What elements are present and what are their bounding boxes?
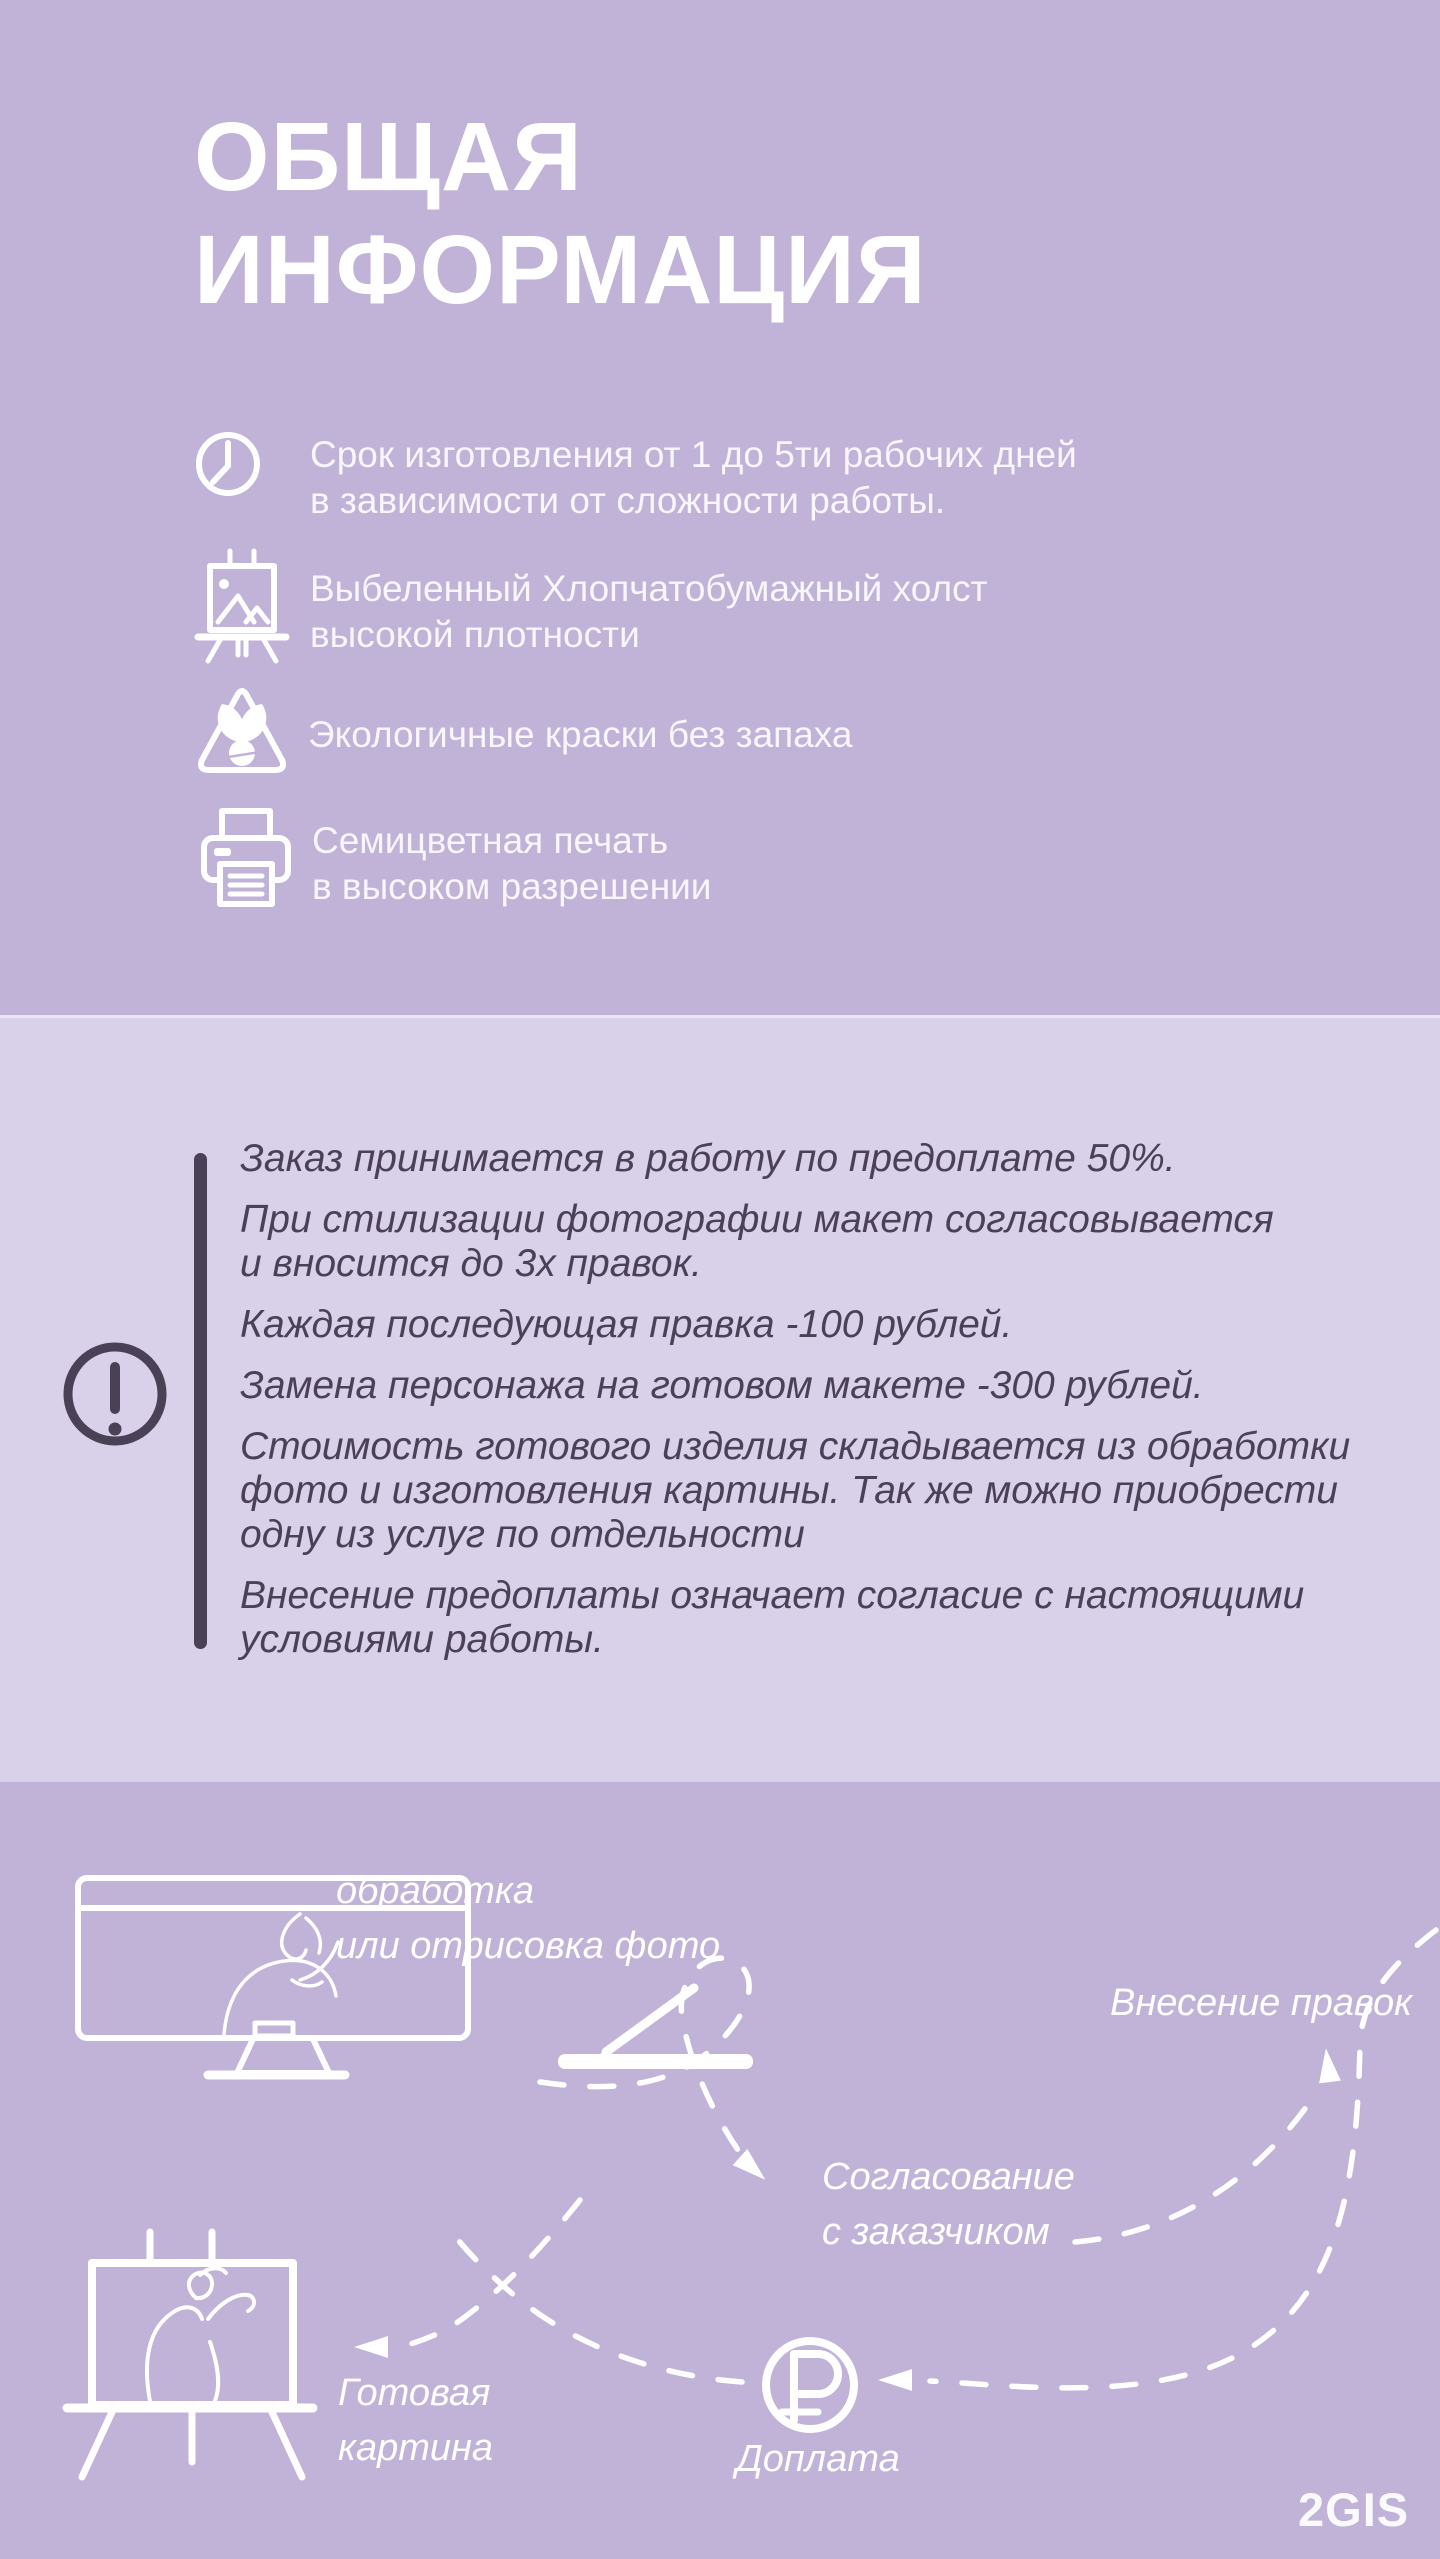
- exclamation-circle-icon: [58, 1337, 172, 1451]
- arrow-to-approval: [733, 2149, 773, 2188]
- curve-surcharge-to-final: [444, 2222, 742, 2382]
- feature-line: Экологичные краски без запаха: [308, 714, 853, 755]
- feature-text: [312, 818, 1212, 910]
- terms-paragraph: [240, 1364, 1390, 1408]
- feature-line: высокой плотности: [310, 614, 640, 655]
- easel-canvas-icon: [194, 548, 290, 664]
- arrow-to-surcharge: [878, 2369, 912, 2391]
- step-label-line: Готовая: [338, 2372, 491, 2414]
- arrow-to-final: [354, 2336, 388, 2358]
- clock-icon: [194, 430, 262, 498]
- feature-line: в зависимости от сложности работы.: [310, 480, 946, 521]
- printer-icon: [196, 806, 296, 910]
- terms-line: При стилизации фотографии макет согласовывается: [240, 1198, 1274, 1241]
- terms-line: одну из услуг по отдельности: [240, 1513, 805, 1556]
- feature-line: в высоком разрешении: [312, 866, 712, 907]
- 2gis-logo: 2GIS: [1298, 2483, 1410, 2536]
- step-label-revisions: [1110, 1976, 1412, 2031]
- arrow-to-revisions: [1315, 2047, 1341, 2083]
- step-label-surcharge: [736, 2432, 900, 2487]
- page-title: [194, 100, 927, 326]
- page-title-line1: ОБЩАЯ: [194, 102, 583, 211]
- feature-text: [308, 712, 1208, 758]
- terms-line: Заказ принимается в работу по предоплате 50%.: [240, 1137, 1176, 1180]
- terms-paragraph: [240, 1425, 1390, 1557]
- terms-line: Внесение предоплаты означает согласие с настоящими: [240, 1574, 1305, 1617]
- step-label-line: с заказчиком: [822, 2211, 1050, 2253]
- terms-line: Замена персонажа на готовом макете -300 рублей.: [240, 1364, 1204, 1407]
- terms-paragraph: [240, 1574, 1390, 1662]
- terms-paragraph: [240, 1137, 1390, 1181]
- step-label-line: картина: [338, 2427, 494, 2469]
- step-label-line: Внесение правок: [1110, 1982, 1413, 2024]
- curve-approval-to-revisions: [1075, 2090, 1318, 2242]
- terms-text: [240, 1137, 1390, 1679]
- feature-line: Семицветная печать: [312, 820, 669, 861]
- step-label-final-painting: [338, 2366, 493, 2476]
- terms-line: условиями работы.: [240, 1618, 604, 1661]
- step-label-client-approval: [822, 2150, 1075, 2260]
- feature-line: Выбеленный Хлопчатобумажный холст: [310, 568, 988, 609]
- ruble-circle-icon: [766, 2341, 854, 2429]
- terms-line: фото и изготовления картины. Так же можно приобрести: [240, 1469, 1338, 1512]
- feature-line: Срок изготовления от 1 до 5ти рабочих дней: [310, 434, 1077, 475]
- terms-paragraph: [240, 1198, 1390, 1286]
- general-info-section: [0, 0, 1440, 1015]
- step-label-line: или отрисовка фото: [336, 1925, 721, 1967]
- easel-painting-icon: [67, 2232, 313, 2477]
- terms-paragraph: [240, 1303, 1390, 1347]
- terms-line: Стоимость готового изделия складывается из обработки: [240, 1425, 1351, 1468]
- feature-text: [310, 432, 1210, 524]
- process-flow-section: [0, 1782, 1440, 2559]
- step-label-photo-processing: [336, 1864, 720, 1974]
- stylus-icon: [558, 1988, 753, 2069]
- feature-text: [310, 566, 1210, 658]
- terms-line: Каждая последующая правка -100 рублей.: [240, 1303, 1013, 1346]
- step-label-line: обработка: [336, 1870, 535, 1912]
- curve-into-final: [392, 2200, 580, 2348]
- terms-line: и вносится до 3х правок.: [240, 1242, 702, 1285]
- eco-paints-icon: [192, 684, 292, 784]
- page-title-line2: ИНФОРМАЦИЯ: [194, 215, 927, 324]
- terms-section: [0, 1015, 1440, 1785]
- notice-accent-bar: [194, 1153, 207, 1649]
- step-label-line: Доплата: [736, 2438, 900, 2480]
- step-label-line: Согласование: [822, 2156, 1075, 2198]
